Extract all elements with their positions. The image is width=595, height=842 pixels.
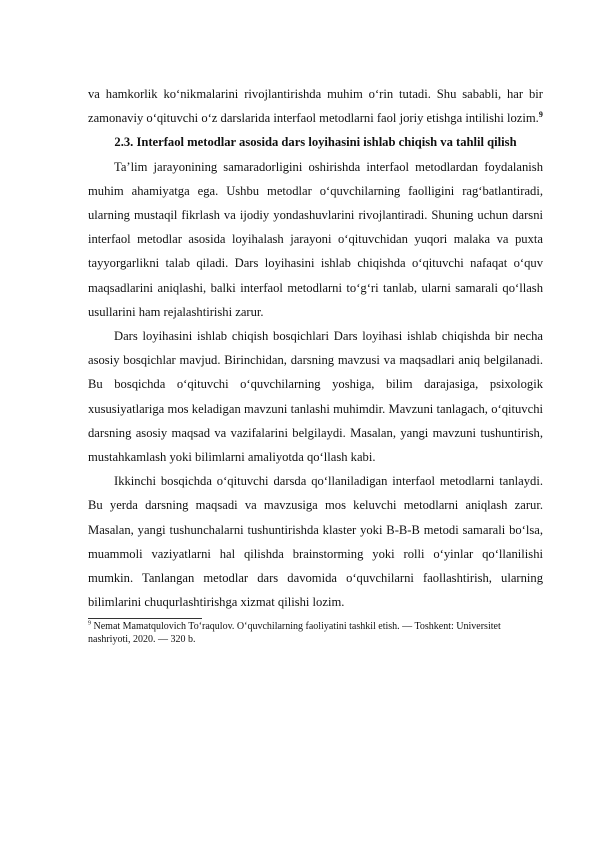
paragraph-intro: Ta’lim jarayonining samaradorligini oshirishda interfaol metodlardan foydalanish muhim ahamiyatga ega. Ushbu metodlar o‘quvchilarning faolligini rag‘batlantiradi, ularning mustaqil fikrlash va ijodiy yondashuvlarini rivojlantiradi. Shuning uchun darsni interfaol metodlar asosida loyihalash jarayoni o‘qituvchidan yuqori malaka va puxta tayyorgarlikni talab qiladi. Dars loyihasini ishlab chiqishda o‘qituvchi nafaqat o‘quv maqsadlarini aniqlashi, balki interfaol metodlarni to‘g‘ri tanlab, ularni samarali qo‘llash usullarini ham rejalashtirishi zarur. (88, 159, 543, 319)
paragraph-continuation (88, 82, 543, 130)
section-heading: 2.3. Interfaol metodlar asosida dars loyihasini ishlab chiqish va tahlil qilish (114, 135, 517, 150)
paragraph-text: va hamkorlik ko‘nikmalarini rivojlantirishda muhim o‘rin tutadi. Shu sababli, har bir zamonaviy o‘qituvchi o‘z darslarida interfaol metodlarni faol joriy etishga intilishi lozim. (88, 87, 543, 126)
paragraph-second-stage: Ikkinchi bosqichda o‘qituvchi darsda qo‘llaniladigan interfaol metodlarni tanlaydi. Bu yerda darsning maqsadi va mavzusiga mos keluvchi metodlarni aniqlash zarur. Masalan, yangi tushunchalarni tushuntirishda klaster yoki B-B-B metodi samarali bo‘lsa, muammoli vaziyatlarni hal qilishda brainstorming yoki rolli o‘yinlar qo‘llanilishi mumkin. Tanlangan metodlar dars davomida o‘quvchilarni faollashtirish, ularning bilimlarini chuqurlashtirishga xizmat qilishi lozim. (88, 474, 543, 610)
document-page (88, 82, 543, 646)
footnote-reference[interactable]: 9 (538, 110, 543, 120)
footnote-text: Nemat Mamatqulovich To‘raqulov. O‘quvchilarning faoliyatini tashkil etish. — Toshkent: Universitet nashriyoti, 2020. — 320 b. (88, 621, 501, 645)
footnote-separator (88, 618, 202, 619)
paragraph-stages: Dars loyihasini ishlab chiqish bosqichlari Dars loyihasi ishlab chiqishda bir necha asosiy bosqichlar mavjud. Birinchidan, darsning mavzusi va maqsadlari aniq belgilanadi. Bu bosqichda o‘qituvchi o‘quvchilarning yoshiga, bilim darajasiga, psixologik xususiyatlariga mos keladigan mavzuni tanlashi muhimdir. Mavzuni tanlagach, o‘qituvchi darsning asosiy maqsad va vazifalarini belgilaydi. Masalan, yangi mavzuni tushuntirish, mustahkamlash yoki bilimlarni amaliyotda qo‘llash kabi. (88, 329, 543, 465)
footnote-mark: 9 (88, 621, 91, 628)
footnote (88, 621, 543, 646)
